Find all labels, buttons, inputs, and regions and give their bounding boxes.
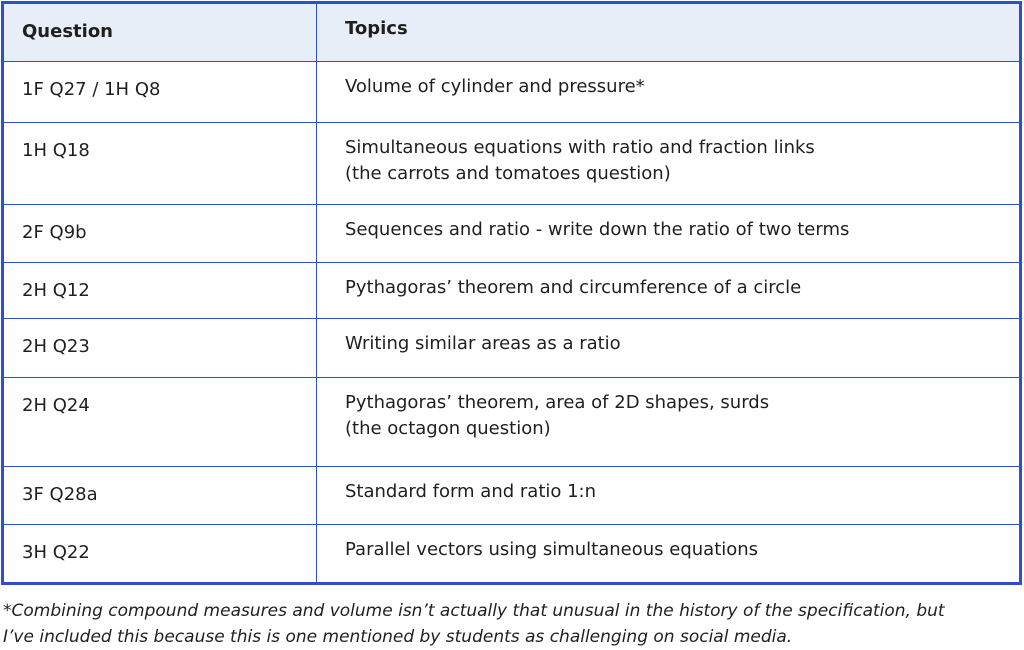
topic-line: Simultaneous equations with ratio and fraction links xyxy=(345,137,815,158)
footnote-line-2: I’ve included this because this is one mentioned by students as challenging on social media. xyxy=(3,627,793,647)
topic-line: Writing similar areas as a ratio xyxy=(345,333,621,354)
question-cell: 2H Q23 xyxy=(4,319,317,378)
question-cell: 2H Q24 xyxy=(4,378,317,467)
header-topics: Topics xyxy=(317,4,1020,62)
table-row xyxy=(4,205,1020,263)
topics-cell xyxy=(317,123,1020,205)
topic-line: Sequences and ratio - write down the ratio of two terms xyxy=(345,219,850,240)
table-row xyxy=(4,467,1020,525)
table-row xyxy=(4,319,1020,378)
header-question: Question xyxy=(4,4,317,62)
topic-line: (the octagon question) xyxy=(345,418,551,439)
topics-cell xyxy=(317,378,1020,467)
topic-line: Standard form and ratio 1:n xyxy=(345,481,597,502)
table-row xyxy=(4,378,1020,467)
question-cell: 2F Q9b xyxy=(4,205,317,263)
table-row xyxy=(4,123,1020,205)
topic-line: Pythagoras’ theorem, area of 2D shapes, surds xyxy=(345,392,770,413)
questions-table-container xyxy=(1,1,1022,585)
table-header-row xyxy=(4,4,1020,62)
topic-line: Parallel vectors using simultaneous equations xyxy=(345,539,759,560)
topics-cell xyxy=(317,62,1020,123)
question-cell: 2H Q12 xyxy=(4,263,317,319)
topic-line: (the carrots and tomatoes question) xyxy=(345,163,671,184)
footnote-line-1: *Combining compound measures and volume isn’t actually that unusual in the history of the specification, but xyxy=(3,601,945,621)
topic-line: Volume of cylinder and pressure* xyxy=(345,76,645,97)
question-cell: 1H Q18 xyxy=(4,123,317,205)
question-cell: 3H Q22 xyxy=(4,525,317,583)
table-row xyxy=(4,525,1020,583)
question-cell: 3F Q28a xyxy=(4,467,317,525)
questions-table xyxy=(3,3,1020,583)
topics-cell xyxy=(317,319,1020,378)
topics-cell xyxy=(317,263,1020,319)
table-row xyxy=(4,62,1020,123)
question-cell: 1F Q27 / 1H Q8 xyxy=(4,62,317,123)
topics-cell xyxy=(317,467,1020,525)
topic-line: Pythagoras’ theorem and circumference of a circle xyxy=(345,277,802,298)
footnote xyxy=(3,598,1021,650)
topics-cell xyxy=(317,205,1020,263)
topics-cell xyxy=(317,525,1020,583)
table-row xyxy=(4,263,1020,319)
